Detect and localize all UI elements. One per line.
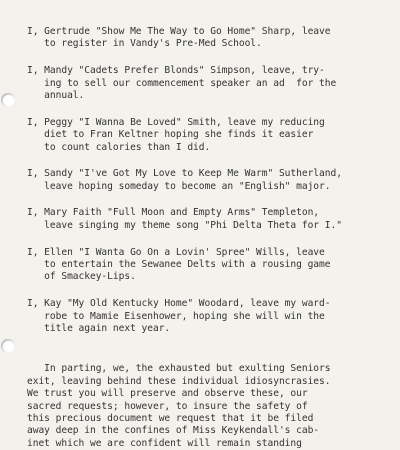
bequest-entry bbox=[27, 298, 397, 335]
text-line: I, Mandy "Cadets Prefer Blonds" Simpson, leave, try- bbox=[27, 65, 325, 77]
bequest-entry bbox=[27, 207, 397, 232]
text-line: inet which we are confident will remain standing bbox=[27, 437, 302, 449]
bequest-entry bbox=[27, 26, 397, 51]
text-line: this precious document we request that it be filed bbox=[27, 412, 314, 424]
text-line: of Smackey-Lips. bbox=[27, 271, 136, 283]
text-line: In parting, we, the exhausted but exulting Seniors bbox=[27, 363, 331, 375]
text-line: I, Mary Faith "Full Moon and Empty Arms" Templeton, bbox=[27, 207, 320, 219]
bequest-entry bbox=[27, 117, 397, 154]
punch-hole-top bbox=[1, 93, 15, 107]
text-line: to register in Vandy's Pre-Med School. bbox=[27, 38, 262, 50]
bequest-entry bbox=[27, 65, 397, 102]
text-line: leave hoping someday to become an "English" major. bbox=[27, 180, 331, 192]
text-line: diet to Fran Keltner hoping she finds it easier bbox=[27, 129, 314, 141]
text-line: sacred requests; however, to insure the safety of bbox=[27, 400, 308, 412]
text-line: to entertain the Sewanee Delts with a rousing game bbox=[27, 259, 331, 271]
closing-paragraph bbox=[27, 363, 397, 450]
text-line: title again next year. bbox=[27, 322, 171, 334]
text-line: We trust you will preserve and observe these, our bbox=[27, 388, 308, 400]
text-line: I, Sandy "I've Got My Love to Keep Me Warm" Sutherland, bbox=[27, 168, 342, 180]
text-line: I, Ellen "I Wanta Go On a Lovin' Spree" Wills, leave bbox=[27, 246, 325, 258]
text-line: ing to sell our commencement speaker an ad for the bbox=[27, 77, 337, 89]
text-line: leave singing my theme song "Phi Delta Theta for I." bbox=[27, 219, 342, 231]
text-line: robe to Mamie Eisenhower, hoping she will win the bbox=[27, 310, 325, 322]
text-line: to count calories than I did. bbox=[27, 141, 211, 153]
text-line: I, Peggy "I Wanna Be Loved" Smith, leave my reducing bbox=[27, 116, 325, 128]
document-body bbox=[27, 26, 397, 450]
bequest-entry bbox=[27, 247, 397, 284]
text-line: away deep in the confines of Miss Keykendall's cab- bbox=[27, 425, 320, 437]
bequest-entry bbox=[27, 168, 397, 193]
punch-hole-bottom bbox=[1, 339, 15, 353]
text-line: exit, leaving behind these individual idiosyncrasies. bbox=[27, 375, 331, 387]
text-line: annual. bbox=[27, 89, 85, 101]
text-line: I, Gertrude "Show Me The Way to Go Home" Sharp, leave bbox=[27, 26, 331, 37]
text-line: I, Kay "My Old Kentucky Home" Woodard, leave my ward- bbox=[27, 298, 331, 310]
